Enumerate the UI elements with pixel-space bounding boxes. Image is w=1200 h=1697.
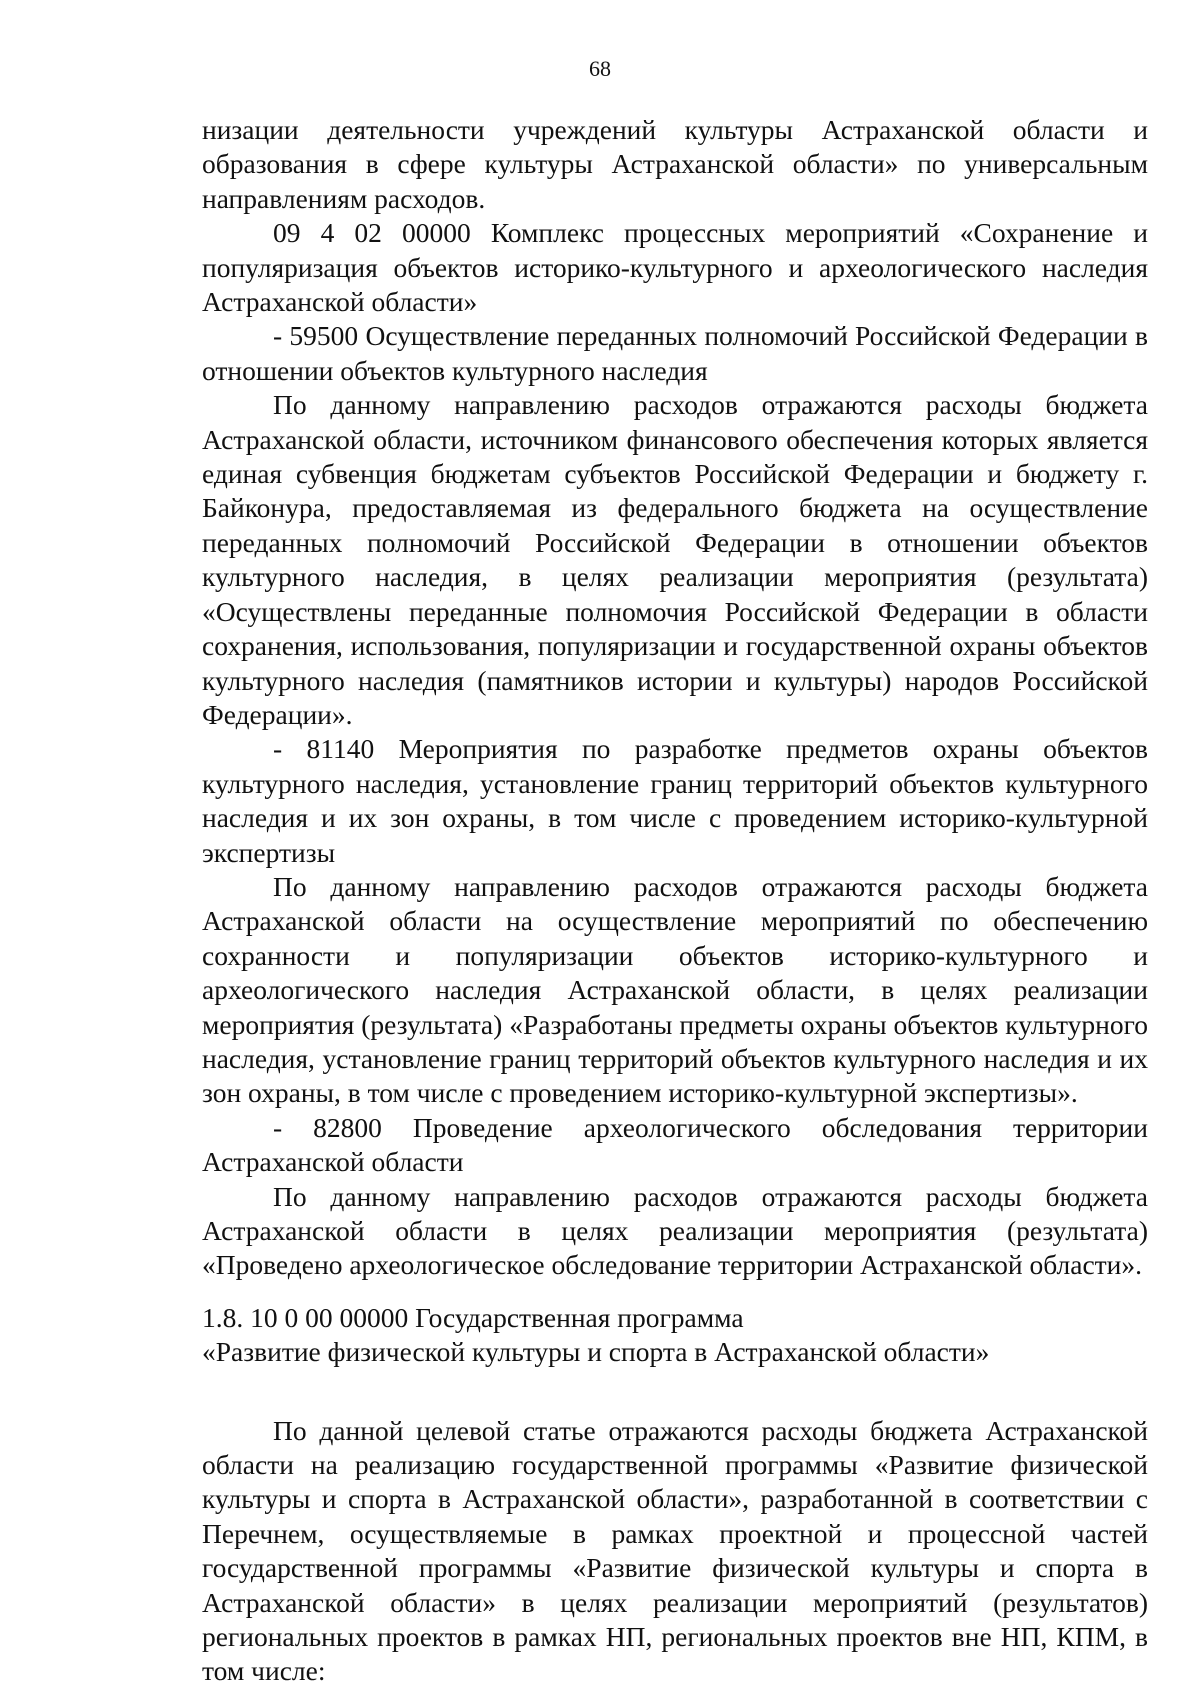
paragraph-code-59500: - 59500 Осуществление переданных полномочий Российской Федерации в отношении объектов культурного наследия xyxy=(202,320,1148,386)
section-heading-line-2: «Развитие физической культуры и спорта в Астраханской области» xyxy=(202,1336,990,1368)
paragraph-description-81140: По данному направлению расходов отражаются расходы бюджета Астраханской области на осуществление мероприятий по обеспечению сохранности и популяризации объектов историко-культурного и археологического наследия Астраханской области, в целях реализации мероприятия (результата) «Разработаны предметы охраны объектов культурного наследия, установление границ территорий объектов культурного наследия и их зон охраны, в том числе с проведением историко-культурной экспертизы». xyxy=(202,870,1148,1109)
page-number: 68 xyxy=(589,56,611,81)
paragraph-code-81140: - 81140 Мероприятия по разработке предметов охраны объектов культурного наследия, установление границ территорий объектов культурного наследия и их зон охраны, в том числе с проведением историко-культурной экспертизы xyxy=(202,733,1148,868)
paragraph-complex-title: 09 4 02 00000 Комплекс процессных мероприятий «Сохранение и популяризация объектов историко-культурного и археологического наследия Астраханской области» xyxy=(202,217,1148,318)
document-body xyxy=(202,113,1148,1689)
paragraph-continuation: низации деятельности учреждений культуры Астраханской области и образования в сфере культуры Астраханской области» по универсальным направлениям расходов. xyxy=(202,114,1148,214)
paragraph-description-59500: По данному направлению расходов отражаются расходы бюджета Астраханской области, источником финансового обеспечения которых является единая субвенция бюджетам субъектов Российской Федерации и бюджету г. Байконура, предоставляемая из федерального бюджета на осуществление переданных полномочий Российской Федерации в отношении объектов культурного наследия, в целях реализации мероприятия (результата) «Осуществлены переданные полномочия Российской Федерации в области сохранения, использования, популяризации и государственной охраны объектов культурного наследия (памятников истории и культуры) народов Российской Федерации». xyxy=(202,389,1148,730)
paragraph-description-82800: По данному направлению расходов отражаются расходы бюджета Астраханской области в целях реализации мероприятия (результата) «Проведено археологическое обследование территории Астраханской области». xyxy=(202,1180,1148,1281)
paragraph-code-82800: - 82800 Проведение археологического обследования территории Астраханской области xyxy=(202,1111,1148,1178)
section-heading-line-1: 1.8. 10 0 00 00000 Государственная программа xyxy=(202,1301,744,1333)
paragraph-program-description: По данной целевой статье отражаются расходы бюджета Астраханской области на реализацию государственной программы «Развитие физической культуры и спорта в Астраханской области», разработанной в соответствии с Перечнем, осуществляемые в рамках проектной и процессной частей государственной программы «Развитие физической культуры и спорта в Астраханской области» в целях реализации мероприятий (результатов) региональных проектов в рамках НП, региональных проектов вне НП, КПМ, в том числе: xyxy=(202,1414,1148,1687)
